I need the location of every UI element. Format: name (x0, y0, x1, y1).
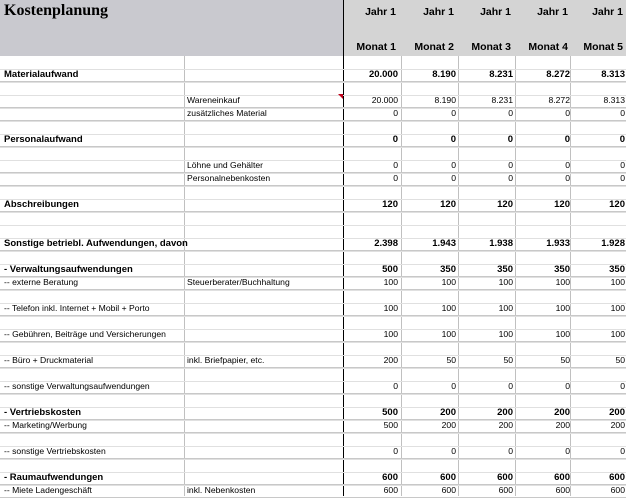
value-cell-month-2[interactable]: 600 (441, 485, 456, 495)
row-label[interactable]: Personalaufwand (4, 134, 83, 145)
row-divider (0, 82, 626, 83)
row-divider (0, 225, 626, 226)
value-cell-month-2[interactable]: 100 (441, 303, 456, 313)
row-divider (0, 147, 626, 148)
header-month-4: Monat 4 (528, 41, 568, 53)
row-note[interactable]: Wareneinkauf (187, 95, 240, 105)
value-cell-month-3[interactable]: 350 (497, 264, 513, 275)
table-row (0, 198, 626, 212)
table-row (0, 276, 626, 290)
value-cell-month-3[interactable]: 0 (508, 173, 513, 183)
row-label[interactable]: Abschreibungen (4, 199, 79, 210)
header-month-5: Monat 5 (583, 41, 623, 53)
value-cell-month-2[interactable]: 50 (446, 355, 456, 365)
value-cell-month-4[interactable]: 8.272 (548, 95, 570, 105)
table-row (0, 237, 626, 251)
table-row (0, 94, 626, 108)
value-cell-month-3[interactable]: 120 (497, 199, 513, 210)
value-cell-month-4[interactable]: 100 (555, 329, 570, 339)
value-cell-month-4[interactable]: 200 (555, 420, 570, 430)
value-cell-month-2[interactable]: 8.190 (434, 95, 456, 105)
header-year-4: Jahr 1 (537, 6, 568, 18)
value-cell-month-1[interactable]: 120 (382, 199, 398, 210)
value-cell-month-1[interactable]: 600 (382, 472, 398, 483)
table-row (0, 406, 626, 420)
value-cell-month-2[interactable]: 350 (440, 264, 456, 275)
value-cell-month-1[interactable]: 2.398 (374, 238, 398, 249)
table-row (0, 107, 626, 121)
value-cell-month-5[interactable]: 350 (609, 264, 625, 275)
value-cell-month-3[interactable]: 0 (508, 446, 513, 456)
row-note[interactable]: zusätzliches Material (187, 108, 267, 118)
row-note[interactable]: inkl. Briefpapier, etc. (187, 355, 265, 365)
table-row (0, 328, 626, 342)
value-cell-month-4[interactable]: 350 (554, 264, 570, 275)
header-label-area (0, 0, 344, 56)
row-label[interactable]: -- Miete Ladengeschäft (4, 485, 92, 495)
table-row (0, 380, 626, 394)
value-cell-month-5[interactable]: 120 (609, 199, 625, 210)
header-year-1: Jahr 1 (365, 6, 396, 18)
value-cell-month-1[interactable]: 500 (382, 407, 398, 418)
row-divider (0, 459, 626, 460)
header-month-3: Monat 3 (471, 41, 511, 53)
row-label[interactable]: Materialaufwand (4, 69, 79, 80)
value-cell-month-4[interactable]: 0 (565, 160, 570, 170)
comment-indicator[interactable] (338, 94, 343, 99)
value-cell-month-3[interactable]: 0 (508, 108, 513, 118)
value-cell-month-1[interactable]: 20.000 (368, 69, 398, 80)
row-note[interactable]: Löhne und Gehälter (187, 160, 263, 170)
value-cell-month-5[interactable]: 600 (610, 485, 625, 495)
value-cell-month-2[interactable]: 8.190 (432, 69, 456, 80)
value-cell-month-2[interactable]: 0 (451, 173, 456, 183)
value-cell-month-3[interactable]: 0 (508, 381, 513, 391)
value-cell-month-5[interactable]: 0 (620, 173, 625, 183)
value-cell-month-3[interactable]: 8.231 (491, 95, 513, 105)
value-cell-month-1[interactable]: 200 (383, 355, 398, 365)
row-divider (0, 251, 626, 252)
value-cell-month-1[interactable]: 600 (383, 485, 398, 495)
row-label[interactable]: - Verwaltungsaufwendungen (4, 264, 133, 275)
value-cell-month-1[interactable]: 500 (383, 420, 398, 430)
table-row (0, 133, 626, 147)
table-row (0, 471, 626, 485)
value-cell-month-3[interactable]: 100 (498, 303, 513, 313)
value-cell-month-2[interactable]: 120 (440, 199, 456, 210)
header-year-2: Jahr 1 (423, 6, 454, 18)
value-cell-month-4[interactable]: 120 (554, 199, 570, 210)
value-cell-month-2[interactable]: 600 (440, 472, 456, 483)
value-cell-month-5[interactable]: 0 (620, 446, 625, 456)
row-label[interactable]: -- Telefon inkl. Internet + Mobil + Porto (4, 303, 150, 313)
value-cell-month-5[interactable]: 1.928 (601, 238, 625, 249)
value-cell-month-5[interactable]: 200 (610, 420, 625, 430)
value-cell-month-4[interactable]: 200 (554, 407, 570, 418)
value-cell-month-4[interactable]: 600 (554, 472, 570, 483)
row-label[interactable]: -- Büro + Druckmaterial (4, 355, 94, 365)
value-cell-month-3[interactable]: 0 (507, 134, 513, 145)
table-row (0, 445, 626, 459)
value-cell-month-1[interactable]: 0 (393, 381, 398, 391)
row-divider (0, 368, 626, 369)
row-divider (0, 186, 626, 187)
value-cell-month-3[interactable]: 1.938 (489, 238, 513, 249)
table-row (0, 159, 626, 173)
row-divider (0, 342, 626, 343)
value-cell-month-3[interactable]: 600 (498, 485, 513, 495)
header-month-2: Monat 2 (414, 41, 454, 53)
value-cell-month-1[interactable]: 0 (393, 108, 398, 118)
value-cell-month-4[interactable]: 100 (555, 303, 570, 313)
table-row (0, 68, 626, 82)
header-year-5: Jahr 1 (592, 6, 623, 18)
value-cell-month-5[interactable]: 100 (610, 329, 625, 339)
value-cell-month-2[interactable]: 1.943 (432, 238, 456, 249)
row-label[interactable]: -- externe Beratung (4, 277, 79, 287)
value-cell-month-2[interactable]: 0 (451, 446, 456, 456)
value-cell-month-5[interactable]: 0 (620, 160, 625, 170)
value-cell-month-5[interactable]: 100 (610, 277, 625, 287)
value-cell-month-5[interactable]: 50 (615, 355, 625, 365)
value-cell-month-5[interactable]: 100 (610, 303, 625, 313)
value-cell-month-2[interactable]: 0 (451, 160, 456, 170)
value-cell-month-5[interactable]: 8.313 (601, 69, 625, 80)
value-cell-month-2[interactable]: 0 (451, 381, 456, 391)
row-divider (0, 212, 626, 213)
value-cell-month-5[interactable]: 600 (609, 472, 625, 483)
value-cell-month-4[interactable]: 1.933 (546, 238, 570, 249)
value-cell-month-4[interactable]: 50 (560, 355, 570, 365)
value-cell-month-2[interactable]: 200 (441, 420, 456, 430)
row-note[interactable]: Personalnebenkosten (187, 173, 271, 183)
header-month-1: Monat 1 (356, 41, 396, 53)
value-cell-month-5[interactable]: 8.313 (603, 95, 625, 105)
value-cell-month-2[interactable]: 0 (451, 108, 456, 118)
value-cell-month-4[interactable]: 0 (564, 134, 570, 145)
value-cell-month-1[interactable]: 500 (382, 264, 398, 275)
value-cell-month-3[interactable]: 200 (497, 407, 513, 418)
value-cell-month-1[interactable]: 100 (383, 277, 398, 287)
value-cell-month-2[interactable]: 200 (440, 407, 456, 418)
row-label[interactable]: -- sonstige Vertriebskosten (4, 446, 106, 456)
row-divider (0, 316, 626, 317)
value-cell-month-1[interactable]: 0 (393, 446, 398, 456)
value-cell-month-2[interactable]: 0 (450, 134, 456, 145)
value-cell-month-4[interactable]: 0 (565, 108, 570, 118)
table-row (0, 172, 626, 186)
row-divider (0, 121, 626, 122)
row-label[interactable]: - Raumaufwendungen (4, 472, 104, 483)
row-divider (0, 394, 626, 395)
value-cell-month-1[interactable]: 20.000 (371, 95, 398, 105)
table-row (0, 263, 626, 277)
value-cell-month-1[interactable]: 100 (383, 329, 398, 339)
value-cell-month-3[interactable]: 600 (497, 472, 513, 483)
value-cell-month-5[interactable]: 200 (609, 407, 625, 418)
row-note[interactable]: inkl. Nebenkosten (187, 485, 256, 495)
table-row (0, 302, 626, 316)
row-label[interactable]: -- Marketing/Werbung (4, 420, 87, 430)
value-cell-month-1[interactable]: 0 (393, 173, 398, 183)
value-cell-month-3[interactable]: 100 (498, 277, 513, 287)
value-cell-month-5[interactable]: 0 (619, 134, 625, 145)
row-divider (0, 433, 626, 434)
value-cell-month-5[interactable]: 0 (620, 381, 625, 391)
row-divider (0, 290, 626, 291)
value-cell-month-3[interactable]: 50 (503, 355, 513, 365)
value-cell-month-4[interactable]: 600 (555, 485, 570, 495)
value-cell-month-1[interactable]: 0 (393, 160, 398, 170)
value-cell-month-4[interactable]: 8.272 (546, 69, 570, 80)
header-year-3: Jahr 1 (480, 6, 511, 18)
table-row (0, 419, 626, 433)
value-cell-month-4[interactable]: 0 (565, 173, 570, 183)
row-note[interactable]: Steuerberater/Buchhaltung (187, 277, 290, 287)
value-cell-month-4[interactable]: 100 (555, 277, 570, 287)
row-label[interactable]: -- Gebühren, Beiträge und Versicherungen (4, 329, 166, 339)
table-row (0, 354, 626, 368)
value-cell-month-1[interactable]: 0 (392, 134, 398, 145)
value-cell-month-1[interactable]: 100 (383, 303, 398, 313)
row-label[interactable]: - Vertriebskosten (4, 407, 82, 418)
value-cell-month-3[interactable]: 0 (508, 160, 513, 170)
value-cell-month-2[interactable]: 100 (441, 329, 456, 339)
value-cell-month-3[interactable]: 200 (498, 420, 513, 430)
value-cell-month-4[interactable]: 0 (565, 446, 570, 456)
row-label[interactable]: Sonstige betriebl. Aufwendungen, davon (4, 238, 188, 249)
value-cell-month-3[interactable]: 8.231 (489, 69, 513, 80)
value-cell-month-3[interactable]: 100 (498, 329, 513, 339)
value-cell-month-5[interactable]: 0 (620, 108, 625, 118)
value-cell-month-2[interactable]: 100 (441, 277, 456, 287)
row-label[interactable]: -- sonstige Verwaltungsaufwendungen (4, 381, 150, 391)
value-cell-month-4[interactable]: 0 (565, 381, 570, 391)
sheet-title: Kostenplanung (4, 2, 109, 19)
